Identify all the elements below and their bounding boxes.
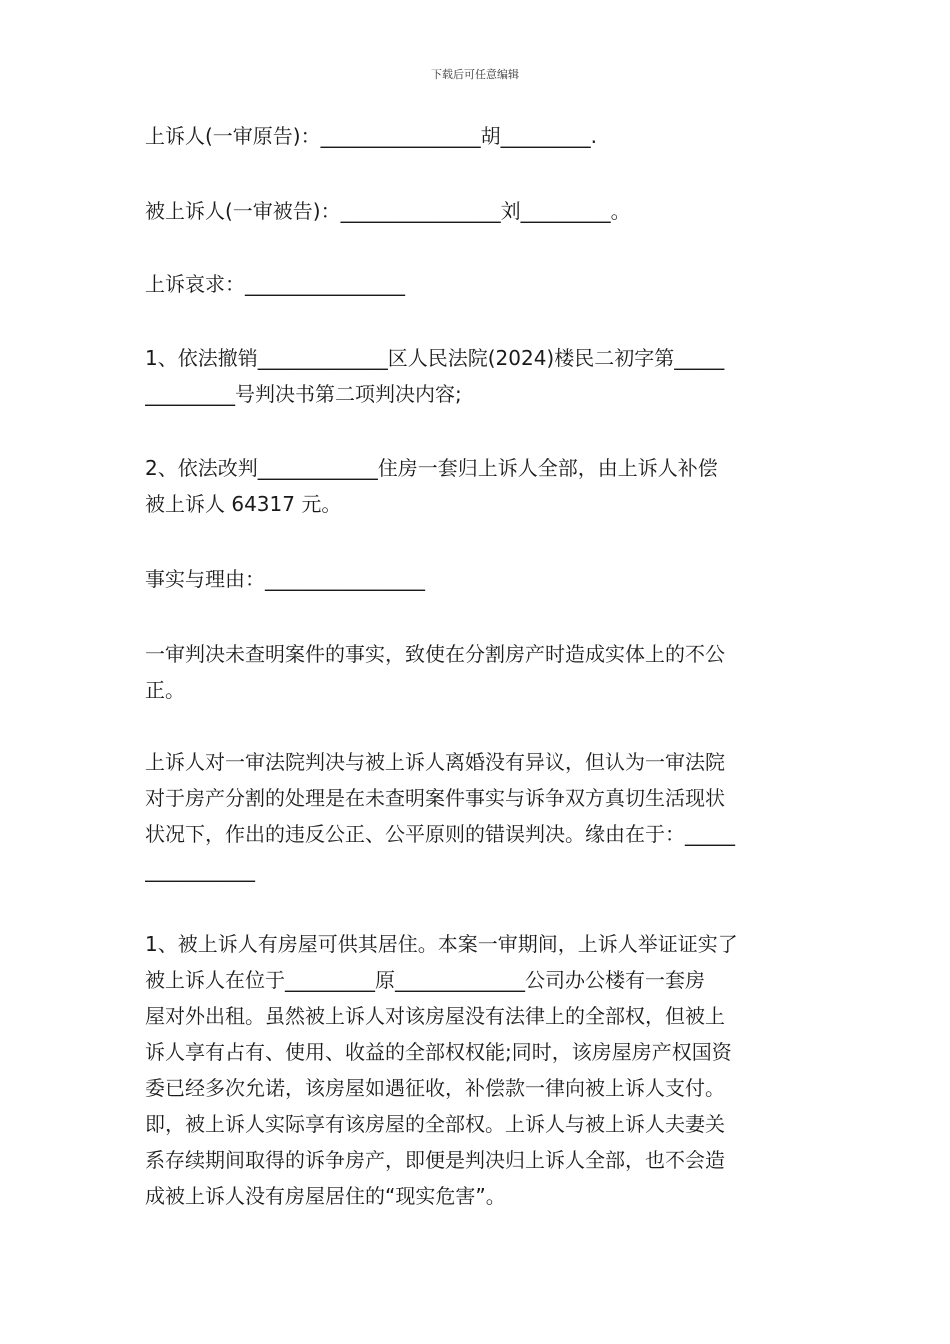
text-line: 委已经多次允诺，该房屋如遇征收，补偿款一律向被上诉人支付。 (145, 1076, 725, 1100)
text-line: _________号判决书第二项判决内容; (145, 382, 462, 406)
text-line: 即，被上诉人实际享有该房屋的全部权。上诉人与被上诉人夫妻关 (145, 1112, 725, 1136)
text-line: 上诉人(一审原告)：________________胡_________. (145, 124, 597, 148)
text-line: 状况下，作出的违反公正、公平原则的错误判决。缘由在于：_____ (145, 822, 735, 846)
text-line: 诉人享有占有、使用、收益的全部权权能;同时，该房屋房产权国资 (145, 1040, 732, 1064)
text-line: 一审判决未查明案件的事实，致使在分割房产时造成实体上的不公 (145, 642, 725, 666)
appellant-line (145, 118, 807, 154)
text-line: 被上诉人 64317 元。 (145, 492, 342, 516)
text-line: 上诉人对一审法院判决与被上诉人离婚没有异议，但认为一审法院 (145, 750, 725, 774)
text-line: 1、被上诉人有房屋可供其居住。本案一审期间，上诉人举证证实了 (145, 932, 738, 956)
request-item-1 (145, 340, 807, 412)
reason-paragraph-1 (145, 636, 807, 708)
text-line: 系存续期间取得的诉争房产，即便是判决归上诉人全部，也不会造 (145, 1148, 725, 1172)
page-header: 下载后可任意编辑 (431, 68, 519, 81)
text-line: ___________ (145, 858, 255, 882)
text-line: 上诉哀求：________________ (145, 272, 405, 296)
appellee-line (145, 193, 807, 229)
text-line: 被上诉人(一审被告)：________________刘_________。 (145, 199, 631, 223)
text-line: 正。 (145, 678, 185, 702)
appeal-request-heading (145, 266, 807, 302)
request-item-2 (145, 450, 807, 522)
text-line: 1、依法撤销_____________区人民法院(2024)楼民二初字第_____ (145, 346, 725, 370)
text-line: 对于房产分割的处理是在未查明案件事实与诉争双方真切生活现状 (145, 786, 725, 810)
facts-reasons-heading (145, 561, 807, 597)
reason-item-1 (145, 926, 807, 1214)
text-line: 屋对外出租。虽然被上诉人对该房屋没有法律上的全部权，但被上 (145, 1004, 725, 1028)
text-line: 成被上诉人没有房屋居住的“现实危害”。 (145, 1184, 506, 1208)
text-line: 被上诉人在位于_________原_____________公司办公楼有一套房 (145, 968, 705, 992)
text-line: 事实与理由：________________ (145, 567, 425, 591)
text-line: 2、依法改判____________住房一套归上诉人全部，由上诉人补偿 (145, 456, 718, 480)
reason-paragraph-2 (145, 744, 807, 888)
